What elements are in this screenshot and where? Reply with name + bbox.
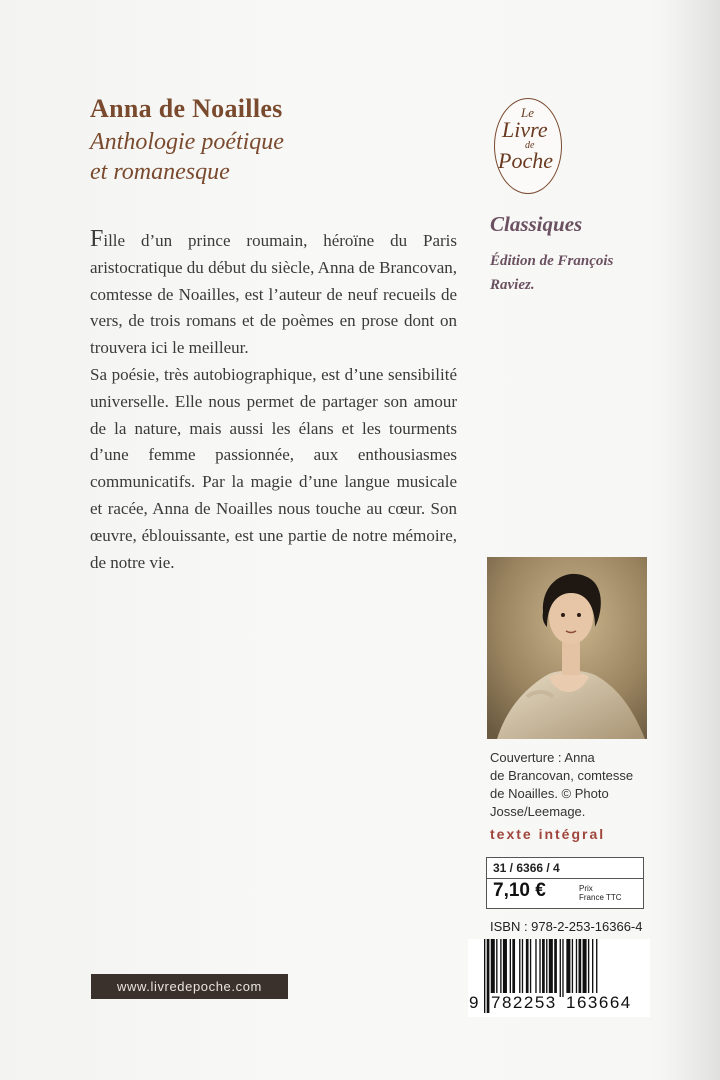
price-code: 31 / 6366 / 4 <box>493 861 560 875</box>
price-label <box>579 884 622 902</box>
cover-credit-line-2: de Brancovan, comtesse <box>490 768 634 783</box>
cover-credit-line-4: Josse/Leemage. <box>490 804 586 819</box>
barcode <box>468 939 650 1017</box>
barcode-bar <box>576 939 577 997</box>
logo-text-de: de <box>525 140 535 151</box>
title-line-2: et romanesque <box>90 159 230 185</box>
price-box <box>486 857 644 909</box>
edition-line-2: Raviez. <box>490 277 535 293</box>
logo-text-le: Le <box>521 105 534 120</box>
barcode-bar <box>566 939 570 997</box>
barcode-bar <box>500 939 501 997</box>
cover-credit-line-3: de Noailles. © Photo <box>490 786 609 801</box>
barcode-digits <box>468 993 650 1015</box>
price-label-line-2: France TTC <box>579 893 622 902</box>
back-cover-blurb <box>90 226 457 576</box>
edition-line-1: Édition de François <box>490 253 614 269</box>
isbn-number: ISBN : 978-2-253-16366-4 <box>490 919 643 934</box>
barcode-bar <box>519 939 520 997</box>
barcode-bar <box>526 939 529 997</box>
logo-text-poche: Poche <box>498 148 553 173</box>
collection-name: Classiques <box>490 212 583 236</box>
barcode-bar <box>535 939 536 997</box>
publisher-website[interactable]: www.livredepoche.com <box>91 974 288 999</box>
blurb-paragraph-1 <box>90 226 457 362</box>
publisher-logo <box>494 98 562 194</box>
barcode-bar <box>560 939 561 997</box>
edition-credit <box>490 249 660 297</box>
book-title <box>90 127 410 187</box>
barcode-bar <box>496 939 497 997</box>
cover-credit <box>490 749 650 821</box>
portrait-illustration <box>487 557 647 739</box>
barcode-bar <box>549 939 553 997</box>
barcode-bar <box>546 939 547 997</box>
barcode-digit-group-2: 163664 <box>566 993 632 1012</box>
blurb-paragraph-1-text: ille d’un prince roumain, héroïne du Paris aristocratique du début du siècle, Anna de Brancovan, comtesse de Noailles, est l’auteur de neuf recueils de vers, de trois romans et de poèmes en prose dont on trouvera ici le meilleur. <box>90 231 457 358</box>
title-line-1: Anthologie poétique <box>90 129 284 155</box>
page-edge-shadow <box>664 0 720 1080</box>
cover-portrait-image <box>487 557 647 739</box>
price-box-divider <box>487 878 643 879</box>
barcode-bar <box>554 939 557 997</box>
barcode-bar <box>510 939 511 997</box>
barcode-digit-group-1: 782253 <box>491 993 557 1012</box>
logo-text-livre: Livre <box>502 117 548 142</box>
barcode-bar <box>491 939 495 997</box>
drop-cap: F <box>90 226 104 252</box>
price-amount: 7,10 € <box>493 880 546 901</box>
barcode-bar <box>562 939 563 997</box>
barcode-bar <box>583 939 587 997</box>
integral-text-label: texte intégral <box>490 826 606 842</box>
barcode-bar <box>579 939 582 997</box>
cover-credit-line-1: Couverture : Anna <box>490 750 595 765</box>
blurb-paragraph-2: Sa poésie, très autobiographique, est d’une sensibilité universelle. Elle nous permet de partager son amour de la nature, mais aussi les élans et les tourments d’une femme passionnée, aux enthousiasmes communicatifs. Par la magie d’une langue musicale et racée, Anna de Noailles nous touche au cœur. Son œuvre, éblouissante, est une partie de notre mémoire, de notre vie. <box>90 364 457 572</box>
price-label-line-1: Prix <box>579 884 593 893</box>
barcode-bar <box>588 939 589 997</box>
barcode-digit-first: 9 <box>469 993 479 1012</box>
barcode-bar <box>512 939 515 997</box>
barcode-bar <box>522 939 523 997</box>
barcode-bar <box>530 939 531 997</box>
barcode-bar <box>503 939 507 997</box>
author-name: Anna de Noailles <box>90 94 283 123</box>
barcode-bar <box>539 939 540 997</box>
barcode-bar <box>572 939 573 997</box>
